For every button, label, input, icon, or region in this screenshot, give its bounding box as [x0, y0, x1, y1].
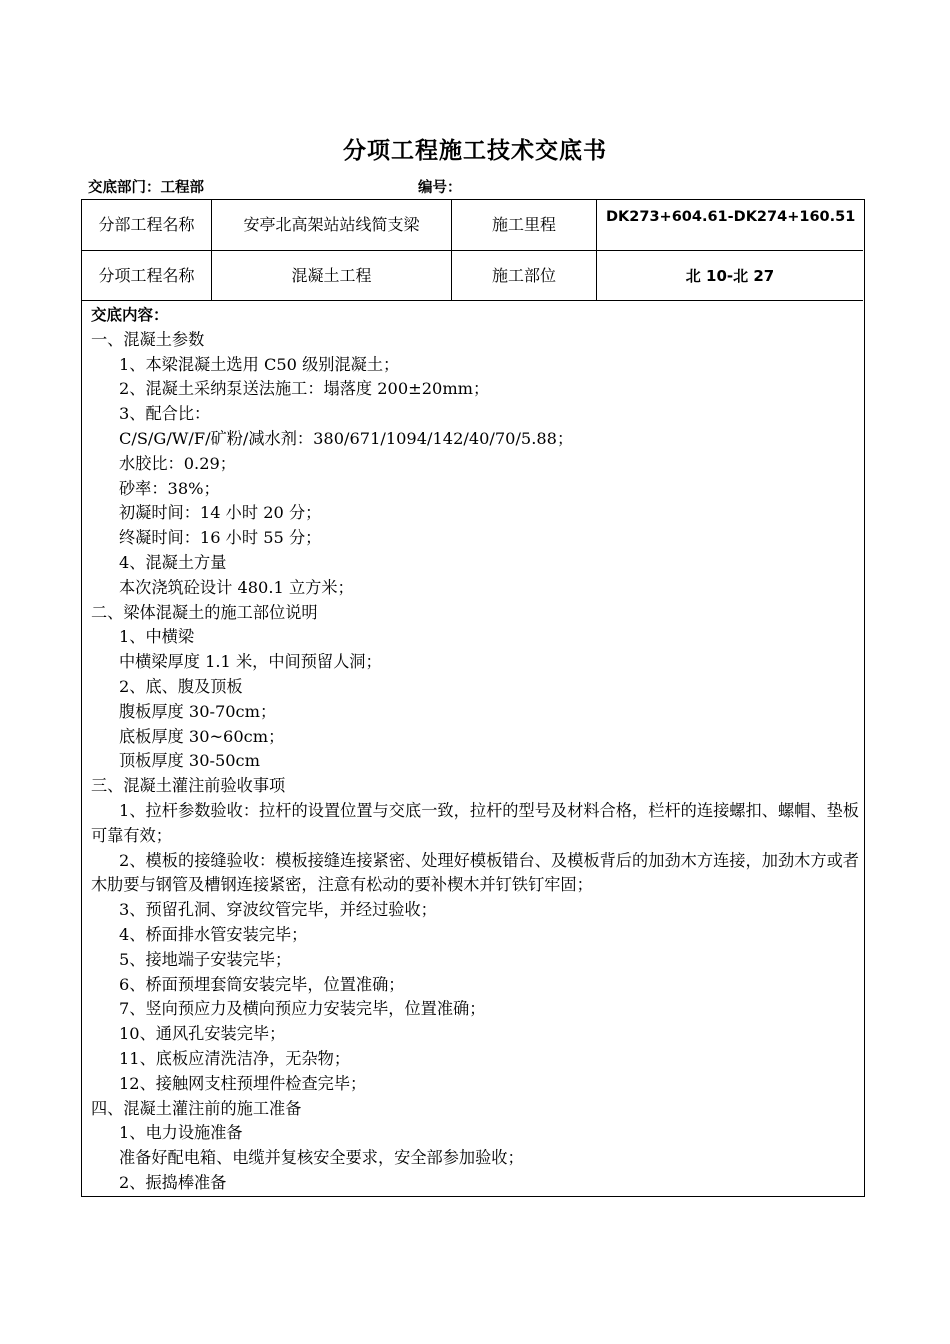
content-line: 终凝时间：16 小时 55 分；: [119, 528, 322, 548]
number-label: 编号：: [418, 180, 462, 196]
content-line: 3、预留孔洞、穿波纹管完毕，并经过验收；: [119, 900, 437, 920]
disclosure-content: [91, 303, 859, 1196]
content-line: 2、振捣棒准备: [119, 1172, 227, 1192]
section-heading: 三、混凝土灌注前验收事项: [91, 776, 286, 796]
content-line: 准备好配电箱、电缆并复核安全要求，安全部参加验收；: [119, 1148, 524, 1168]
dept-label: 交底部门：工程部: [88, 180, 204, 196]
content-line: 中横梁厚度 1.1 米，中间预留人洞；: [119, 652, 382, 672]
content-line: 1、电力设施准备: [119, 1123, 243, 1143]
sub-project-label: 分部工程名称: [98, 215, 195, 234]
content-line: 4、桥面排水管安装完毕；: [119, 924, 308, 944]
sub-project-value: 安亭北高架站站线简支梁: [212, 200, 452, 250]
section-heading: 四、混凝土灌注前的施工准备: [91, 1098, 302, 1118]
content-line: 水胶比：0.29；: [119, 453, 236, 473]
location-label: 施工部位: [452, 251, 597, 300]
content-line: 初凝时间：14 小时 20 分；: [119, 503, 322, 523]
header-row-2: [82, 251, 863, 301]
content-line: 6、桥面预埋套筒安装完毕，位置准确；: [119, 974, 405, 994]
content-paragraph: 1、拉杆参数验收：拉杆的设置位置与交底一致，拉杆的型号及材料合格，栏杆的连接螺扣、螺帽、垫板可靠有效；: [91, 800, 859, 845]
document-title: 分项工程施工技术交底书: [343, 138, 607, 164]
header-row-1: [82, 200, 863, 251]
content-label: 交底内容：: [91, 306, 169, 324]
content-line: 4、混凝土方量: [119, 552, 227, 572]
content-line: 2、底、腹及顶板: [119, 676, 243, 696]
item-project-value: 混凝土工程: [212, 251, 452, 300]
location-value: 北 10-北 27: [685, 266, 775, 285]
content-paragraph: 2、模板的接缝验收：模板接缝连接紧密、处理好模板错台、及模板背后的加劲木方连接，加劲木方或者木肋要与钢管及槽钢连接紧密，注意有松动的要补楔木并钉铁钉牢固；: [91, 850, 859, 895]
content-line: 底板厚度 30~60cm；: [119, 726, 285, 746]
content-line: 11、底板应清洗洁净，无杂物；: [119, 1048, 351, 1068]
content-line: 砂率：38%；: [119, 478, 220, 498]
content-line: C/S/G/W/F/矿粉/减水剂：380/671/1094/142/40/70/5.88；: [119, 428, 574, 448]
content-line: 3、配合比：: [119, 404, 211, 424]
content-line: 顶板厚度 30-50cm: [119, 751, 260, 771]
mileage-label: 施工里程: [452, 200, 597, 250]
content-line: 2、混凝土采纳泵送法施工：塌落度 200±20mm；: [119, 379, 490, 399]
item-project-label: 分项工程名称: [98, 265, 195, 285]
sub-project-label-cell: [82, 200, 212, 250]
content-line: 1、本梁混凝土选用 C50 级别混凝土；: [119, 354, 400, 374]
disclosure-table: [81, 199, 865, 1197]
content-line: 腹板厚度 30-70cm；: [119, 701, 277, 721]
content-line: 10、通风孔安装完毕；: [119, 1024, 286, 1044]
mileage-value: DK273+604.61-DK274+160.51: [606, 209, 856, 225]
content-line: 本次浇筑砼设计 480.1 立方米；: [119, 577, 354, 597]
content-line: 7、竖向预应力及横向预应力安装完毕，位置准确；: [119, 999, 486, 1019]
section-heading: 二、梁体混凝土的施工部位说明: [91, 602, 318, 622]
content-line: 12、接触网支柱预埋件检查完毕；: [119, 1073, 367, 1093]
content-line: 5、接地端子安装完毕；: [119, 949, 292, 969]
item-project-label-cell: [82, 251, 212, 300]
content-line: 1、中横梁: [119, 627, 195, 647]
section-heading: 一、混凝土参数: [91, 329, 205, 349]
